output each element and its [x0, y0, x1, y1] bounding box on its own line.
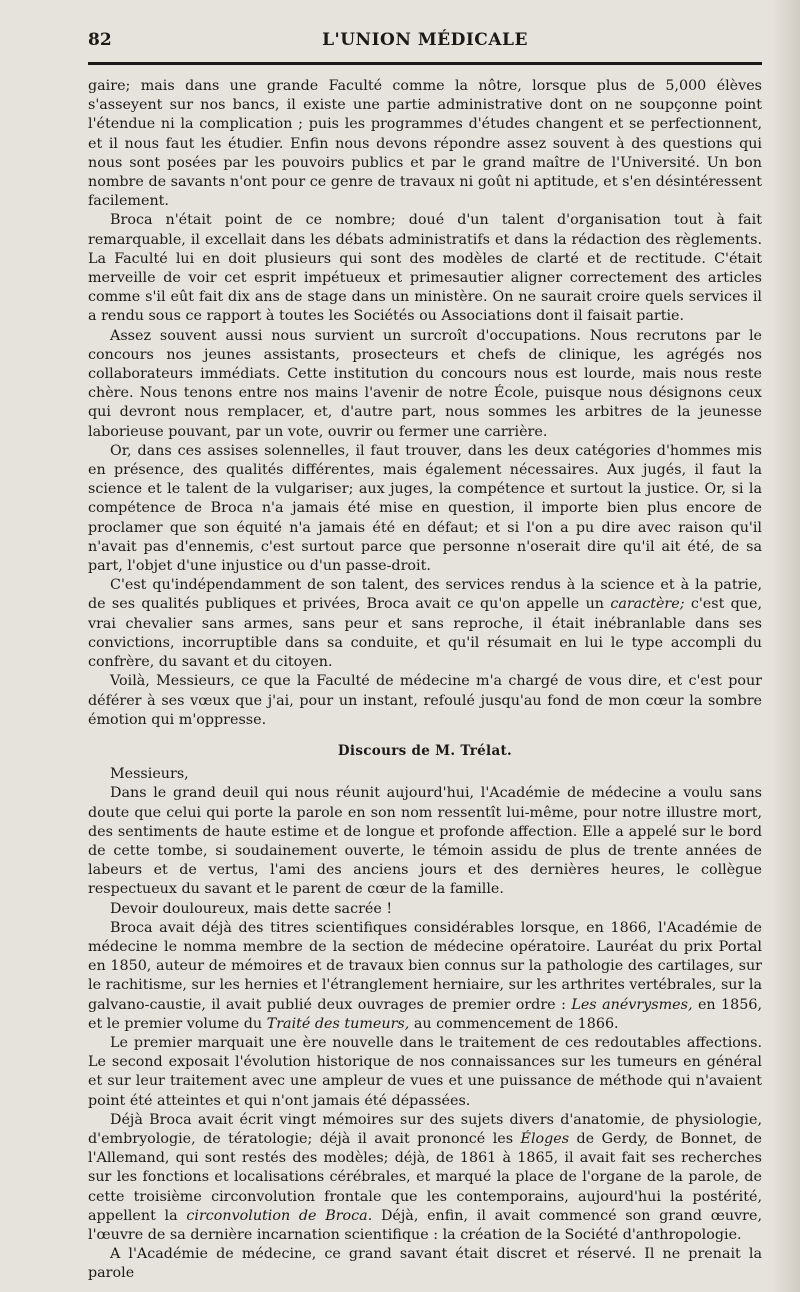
paragraph	[88, 576, 762, 672]
paragraph: Le premier marquait une ère nouvelle dans le traitement de ces redoutables affections. Le second exposait l'évolution historique de nos connaissances sur les tumeurs en général et sur leur traitement avec une ampleur de vues et une puissance de méthode qui n'avaient point été atteintes et qui n'ont jamais été dépassées.	[88, 1034, 762, 1109]
text-run: c'est que, vrai chevalier sans armes, sans peur et sans reproche, il était inébranlable dans ses convictions, incorruptible dans sa conduite, et qu'il résumait en lui le type accompli du confrère, du savant et du citoyen.	[88, 596, 762, 671]
italic-run: Les anévrysmes,	[571, 996, 693, 1013]
text-run: Déjà Broca avait écrit vingt mémoires sur des sujets divers d'anatomie, de physiologie, d'embryologie, de tératologie; déjà il avait prononcé les	[88, 1111, 762, 1147]
header-rule	[88, 62, 762, 65]
text-run: de Gerdy, de Bonnet, de l'Allemand, qui sont restés des modèles; déjà, de 1861 à 1865, il avait fait ses recherches sur les fonctions et localisations cérébrales, et marqué la place de l'organe de la parole, de cette troisième circonvolution frontale que les contemporains, aujourd'hui la postérité, appellent la	[88, 1130, 762, 1224]
page-edge-shadow	[772, 0, 800, 1292]
text-run: au commencement de 1866.	[409, 1015, 619, 1032]
paragraph: A l'Académie de médecine, ce grand savant était discret et réservé. Il ne prenait la parole	[88, 1246, 762, 1282]
paragraph: Devoir douloureux, mais dette sacrée !	[110, 900, 393, 917]
text-run: Broca avait déjà des titres scientifiques considérables lorsque, en 1866, l'Académie de médecine le nomma membre de la section de médecine opératoire. Lauréat du prix Portal en 1850, auteur de mémoires et de travaux bien connus sur la pathologie des cartilages, sur le rachitisme, sur les hernies et l'étranglement herniaire, sur les arthrites vertébrales, sur la galvano-caustie, il avait publié deux ouvrages de premier ordre :	[88, 919, 762, 1013]
text-run: en 1856, et le premier volume du	[88, 996, 762, 1032]
section-heading: Discours de M. Trélat.	[337, 742, 513, 759]
italic-run: Traité des tumeurs,	[266, 1015, 410, 1032]
text-run: Déjà, enfin, il avait commencé son grand œuvre, l'œuvre de sa dernière incarnation scientifique : la création de la Société d'anthropologie.	[88, 1207, 762, 1243]
paragraph: Assez souvent aussi nous survient un surcroît d'occupations. Nous recrutons par le concours nos jeunes assistants, prosecteurs et chefs de clinique, les agrégés nos collaborateurs immédiats. Cette institution du concours nous est lourde, mais nous reste chère. Nous tenons entre nos mains l'avenir de notre École, puisque nous désignons ceux qui devront nous remplacer, et, d'autre part, nous sommes les arbitres de la jeunesse laborieuse pouvant, par un vote, ouvrir ou fermer une carrière.	[88, 327, 762, 440]
italic-run: circonvolution de Broca.	[186, 1207, 373, 1224]
text-run: C'est qu'indépendamment de son talent, des services rendus à la science et à la patrie, de ses qualités publiques et privées, Broca avait ce qu'on appelle un	[88, 577, 762, 613]
page-number: 82	[88, 30, 112, 50]
body-text	[88, 77, 762, 1284]
italic-run: caractère;	[610, 596, 685, 613]
paragraph	[88, 1111, 762, 1245]
salutation: Messieurs,	[110, 766, 189, 783]
paragraph: Or, dans ces assises solennelles, il faut trouver, dans les deux catégories d'hommes mis en présence, des qualités différentes, mais également nécessaires. Aux jugés, il faut la science et le talent de la vulgariser; aux juges, la compétence et surtout la justice. Or, si la compétence de Broca n'a jamais été mise en question, il importe bien plus encore de proclamer que son équité n'a jamais été en défaut; et si l'on a pu dire avec raison qu'il n'avait pas d'ennemis, c'est surtout parce que personne n'oserait dire qu'il ait été, de sa part, l'objet d'une injustice ou d'un passe-droit.	[88, 442, 762, 575]
running-title: L'UNION MÉDICALE	[322, 30, 528, 50]
paragraph: gaire; mais dans une grande Faculté comme la nôtre, lorsque plus de 5,000 élèves s'asseyent sur nos bancs, il existe une partie administrative dont on ne soupçonne point l'étendue ni la complication ; puis les programmes d'études changent et se perfectionnent, et il nous faut les étudier. Enfin nous devons répondre assez souvent à des questions qui nous sont posées par les pouvoirs publics et par le grand maître de l'Université. Un bon nombre de savants n'ont pour ce genre de travaux ni goût ni aptitude, et s'en désintéressent facilement.	[88, 78, 762, 210]
paragraph	[88, 919, 762, 1034]
paragraph: Voilà, Messieurs, ce que la Faculté de médecine m'a chargé de vous dire, et c'est pour déférer à ses vœux que j'ai, pour un instant, refoulé jusqu'au fond de mon cœur la sombre émotion qui m'oppresse.	[88, 673, 762, 728]
italic-run: Éloges	[520, 1130, 570, 1147]
paragraph: Broca n'était point de ce nombre; doué d'un talent d'organisation tout à fait remarquable, il excellait dans les débats administratifs et dans la rédaction des règlements. La Faculté lui en doit plusieurs qui sont des modèles de clarté et de rectitude. C'était merveille de voir cet esprit impétueux et primesautier aligner correctement des articles comme s'il eût fait dix ans de stage dans un ministère. On ne saurait croire quels services il a rendu sous ce rapport à toutes les Sociétés ou Associations dont il faisait partie.	[88, 212, 762, 325]
paragraph: Dans le grand deuil qui nous réunit aujourd'hui, l'Académie de médecine a voulu sans doute que celui qui porte la parole en son nom ressentît lui-même, pour notre illustre mort, des sentiments de haute estime et de longue et profonde affection. Elle a appelé sur le bord de cette tombe, si soudainement ouverte, le témoin assidu de plus de trente années de labeurs et de vertus, l'ami des anciens jours et des dernières heures, le collègue respectueux du savant et le parent de cœur de la famille.	[88, 785, 762, 898]
page-header	[88, 30, 762, 60]
